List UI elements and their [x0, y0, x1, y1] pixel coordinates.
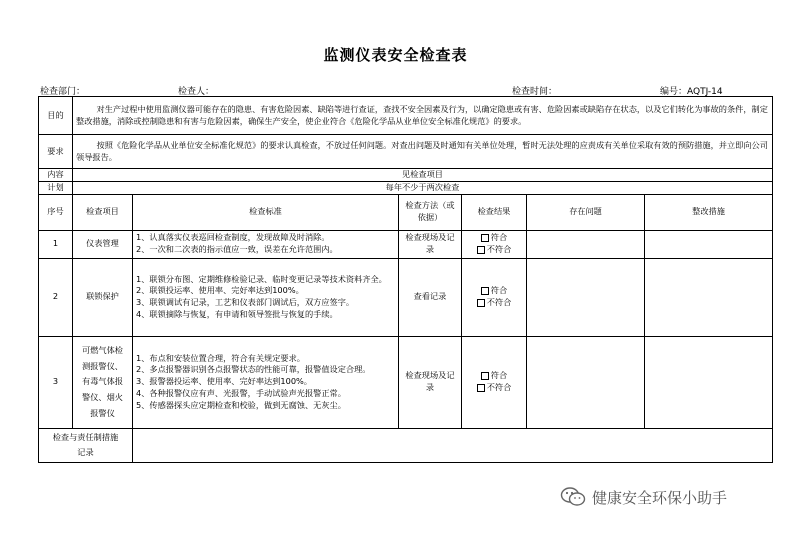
- row-result: [462, 336, 527, 428]
- result-label: 符合: [490, 370, 508, 381]
- header-standard: 检查标准: [133, 194, 399, 230]
- row-method: 检查现场及记录: [399, 230, 462, 258]
- meta-code: 编号：AQTJ-14: [660, 87, 723, 97]
- plan-label: 计划: [39, 181, 73, 194]
- standard-line: 5、传感器探头应定期检查和校验，做到无腐蚀、无灰尘。: [136, 400, 346, 411]
- result-option-pass[interactable]: [465, 285, 523, 297]
- row-issue[interactable]: [527, 336, 645, 428]
- result-label: 符合: [490, 285, 508, 296]
- standard-line: 1、认真落实仪表巡回检查制度，发现故障及时消除。: [136, 232, 330, 243]
- purpose-label: 目的: [39, 97, 73, 135]
- standard-line: 4、联锁摘除与恢复，有申请和领导签批与恢复的手续。: [136, 309, 338, 320]
- header-issue: 存在问题: [527, 194, 645, 230]
- result-option-fail[interactable]: [465, 297, 523, 309]
- result-label: 不符合: [486, 382, 512, 393]
- row-no: 2: [39, 258, 73, 336]
- header-result: 检查结果: [462, 194, 527, 230]
- row-item: 仪表管理: [73, 230, 133, 258]
- result-label: 符合: [490, 232, 508, 243]
- meta-dept: 检查部门：: [40, 87, 86, 97]
- wechat-icon: [560, 486, 586, 508]
- footer-row: [39, 428, 773, 462]
- checkbox-icon: [477, 299, 485, 307]
- meta-time: 检查时间：: [512, 87, 558, 97]
- table-row: [39, 336, 773, 428]
- row-method: 检查现场及记录: [399, 336, 462, 428]
- table-row: [39, 230, 773, 258]
- row-standards: [133, 230, 399, 258]
- inspection-table: [38, 96, 773, 463]
- header-item: 检查项目: [73, 194, 133, 230]
- footer-label: [39, 428, 133, 462]
- header-method: 检查方法（或依据）: [399, 194, 462, 230]
- page-title: 监测仪表安全检查表: [323, 46, 468, 64]
- result-option-fail[interactable]: [465, 382, 523, 394]
- purpose-row: [39, 97, 773, 135]
- row-measure[interactable]: [645, 336, 773, 428]
- content-row: [39, 169, 773, 182]
- row-issue[interactable]: [527, 230, 645, 258]
- item-line: 测报警仪、: [82, 360, 123, 371]
- row-measure[interactable]: [645, 230, 773, 258]
- row-method: 查看记录: [399, 258, 462, 336]
- watermark-text: 健康安全环保小助手: [592, 488, 728, 507]
- result-option-pass[interactable]: [465, 232, 523, 244]
- checkbox-icon: [481, 372, 489, 380]
- footer-label-line: 记录: [77, 447, 94, 458]
- checkbox-icon: [477, 384, 485, 392]
- watermark: [560, 486, 727, 508]
- standard-line: 1、联锁分布图、定期维修检验记录、临时变更记录等技术资料齐全。: [136, 273, 387, 284]
- standard-line: 3、报警器投运率、使用率、完好率达到100%。: [136, 376, 312, 387]
- result-label: 不符合: [486, 244, 512, 255]
- content-label: 内容: [39, 169, 73, 182]
- footer-label-line: 检查与责任制措施: [52, 431, 119, 442]
- row-result: [462, 230, 527, 258]
- plan-row: [39, 181, 773, 194]
- checkbox-icon: [477, 246, 485, 254]
- row-no: 1: [39, 230, 73, 258]
- content-value: 见检查项目: [73, 169, 773, 182]
- standard-line: 4、各种报警仪应有声、光报警，手动试验声光报警正常。: [136, 388, 346, 399]
- header-measure: 整改措施: [645, 194, 773, 230]
- plan-value: 每年不少于两次检查: [73, 181, 773, 194]
- result-option-pass[interactable]: [465, 370, 523, 382]
- row-standards: [133, 258, 399, 336]
- item-line: 警仪、烟火: [82, 392, 123, 403]
- standard-line: 1、布点和安装位置合理，符合有关规定要求。: [136, 352, 305, 363]
- meta-inspector: 检查人：: [178, 87, 215, 97]
- footer-content[interactable]: [133, 428, 773, 462]
- item-line: 可燃气体检: [82, 345, 123, 356]
- purpose-text: 对生产过程中使用监测仪器可能存在的隐患、有害危险因素、缺陷等进行查证，查找不安全因素及行为，以确定隐患或有害、危险因素或缺陷存在状态，以及它们转化为事故的条件，制定整改措施，消除或控制隐患和有害与危险因素，确保生产安全，使企业符合《危险化学品从业单位安全标准化规范》的要求。: [73, 97, 773, 135]
- requirement-label: 要求: [39, 135, 73, 169]
- requirement-row: [39, 135, 773, 169]
- result-label: 不符合: [486, 297, 512, 308]
- result-option-fail[interactable]: [465, 244, 523, 256]
- row-standards: [133, 336, 399, 428]
- standard-line: 2、多点报警器识别各点报警状态的性能可靠，报警值设定合理。: [136, 364, 371, 375]
- row-measure[interactable]: [645, 258, 773, 336]
- checkbox-icon: [481, 234, 489, 242]
- item-line: 报警仪: [90, 407, 115, 418]
- standard-line: 3、联锁调试有记录，工艺和仪表部门调试后，双方应签字。: [136, 297, 355, 308]
- row-item: 联锁保护: [73, 258, 133, 336]
- row-result: [462, 258, 527, 336]
- checkbox-icon: [481, 287, 489, 295]
- row-item: [73, 336, 133, 428]
- table-row: [39, 258, 773, 336]
- header-no: 序号: [39, 194, 73, 230]
- standard-line: 2、一次和二次表的指示值应一致，误差在允许范围内。: [136, 244, 338, 255]
- requirement-text: 按照《危险化学品从业单位安全标准化规范》的要求认真检查，不放过任何问题。对查出问题及时通知有关单位处理，暂时无法处理的应责成有关单位采取有效的预防措施，并立即向公司领导报告。: [73, 135, 773, 169]
- row-issue[interactable]: [527, 258, 645, 336]
- row-no: 3: [39, 336, 73, 428]
- standard-line: 2、联锁投运率、使用率、完好率达到100%。: [136, 285, 304, 296]
- header-row: [39, 194, 773, 230]
- item-line: 有毒气体报: [82, 376, 123, 387]
